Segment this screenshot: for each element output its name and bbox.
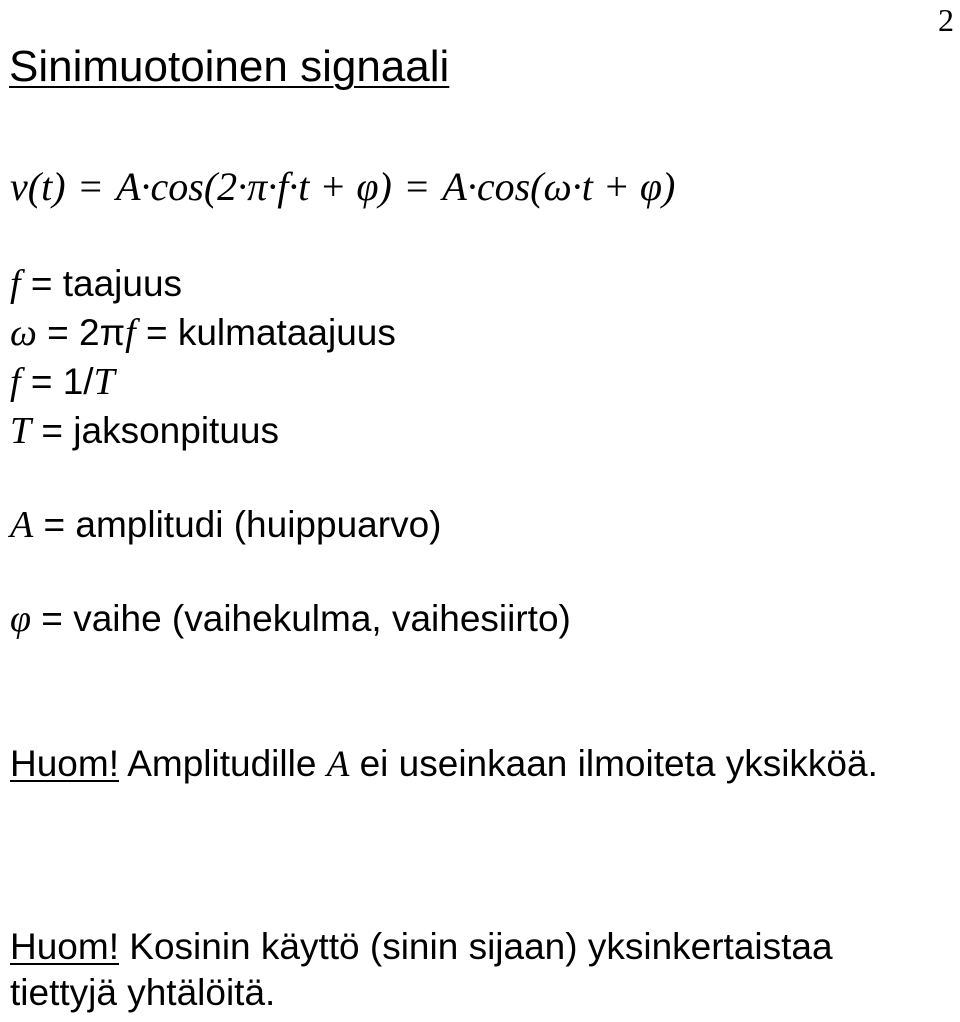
page-number: 2 <box>938 2 954 38</box>
definition-text: = jaksonpituus <box>31 410 279 451</box>
note-text-a: Kosinin käyttö (sinin sijaan) yksinkertaistaa tiettyjä yhtälöitä. <box>10 926 833 1013</box>
definition-frequency-period <box>10 360 115 404</box>
note-text-b: ei useinkaan ilmoiteta yksikköä. <box>349 743 878 784</box>
formula-part-2: A·cos(ω·t + φ) <box>442 164 676 209</box>
note-symbol: A <box>326 744 350 785</box>
sinusoid-formula <box>10 163 675 210</box>
definition-symbol: T <box>10 410 32 452</box>
definition-frequency <box>10 262 182 306</box>
definition-symbol: A <box>10 504 34 546</box>
note-amplitude-units <box>10 741 940 788</box>
formula-part-1: A·cos(2·π·f·t + φ) <box>116 164 392 209</box>
definition-amplitude <box>10 503 441 547</box>
definition-symbol: f <box>10 263 21 305</box>
formula-equals-1: = <box>79 164 103 209</box>
definition-angular-frequency <box>10 311 396 355</box>
note-text-a: Amplitudille <box>118 743 327 784</box>
definition-symbol: ω <box>10 312 37 354</box>
note-cosine-usage <box>10 924 940 1016</box>
definition-period <box>10 409 279 453</box>
formula-lhs: v(t) <box>10 164 66 209</box>
definition-extra-symbol: T <box>93 361 115 403</box>
note-prefix: Huom! <box>10 926 119 967</box>
definition-text: = 2π <box>36 312 126 353</box>
definition-text-2: = kulmataajuus <box>135 312 396 353</box>
definition-phase <box>10 597 571 641</box>
definition-text: = amplitudi (huippuarvo) <box>33 504 442 545</box>
definition-symbol: f <box>10 361 21 403</box>
definition-symbol: φ <box>10 598 32 640</box>
definition-text: = 1/ <box>20 361 94 402</box>
definition-text: = taajuus <box>20 263 183 304</box>
definition-extra-symbol: f <box>125 312 136 354</box>
formula-equals-2: = <box>405 164 429 209</box>
note-prefix: Huom! <box>10 743 119 784</box>
definition-text: = vaihe (vaihekulma, vaihesiirto) <box>31 598 571 639</box>
page-title: Sinimuotoinen signaali <box>9 42 450 91</box>
